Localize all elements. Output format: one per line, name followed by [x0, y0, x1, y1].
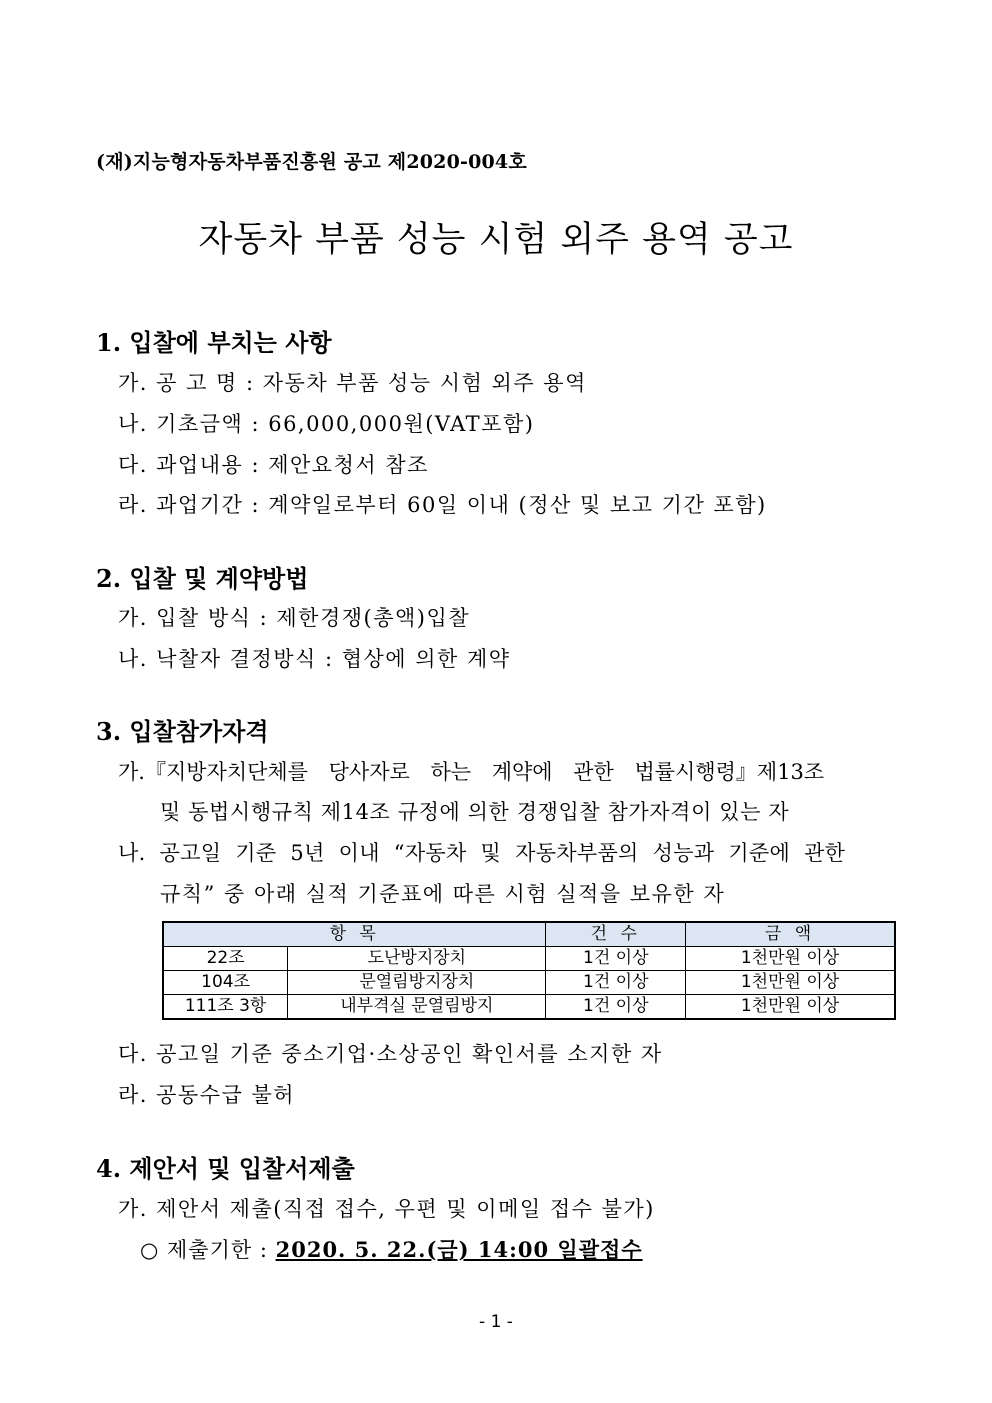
table-row [163, 995, 895, 1020]
cell-count: 1건 이상 [546, 947, 686, 971]
section-3-item-da: 다. 공고일 기준 중소기업·소상공인 확인서를 소지한 자 [118, 1042, 663, 1066]
section-2-heading: 2. 입찰 및 계약방법 [96, 564, 309, 593]
cell-article: 111조 3항 [163, 995, 288, 1020]
page-number: - 1 - [479, 1312, 513, 1332]
section-1-item-ga: 가. 공 고 명 : 자동차 부품 성능 시험 외주 용역 [118, 371, 587, 395]
deadline-line [140, 1234, 643, 1264]
section-4-heading: 4. 제안서 및 입찰서제출 [96, 1154, 355, 1183]
section-1-item-da: 다. 과업내용 : 제안요청서 참조 [118, 453, 429, 477]
notice-reference: (재)지능형자동차부품진흥원 공고 제2020-004호 [96, 151, 527, 173]
cell-amount: 1천만원 이상 [686, 947, 895, 971]
header-item: 항 목 [163, 922, 546, 947]
performance-criteria-table [162, 921, 896, 1020]
table-row [163, 971, 895, 995]
deadline-value: 2020. 5. 22.(금) 14:00 일괄접수 [275, 1237, 643, 1262]
header-amount: 금 액 [686, 922, 895, 947]
section-4-item-ga: 가. 제안서 제출(직접 접수, 우편 및 이메일 접수 불가) [118, 1197, 655, 1221]
table-row [163, 947, 895, 971]
section-2-item-ga: 가. 입찰 방식 : 제한경쟁(총액)입찰 [118, 606, 471, 630]
section-1-item-ra: 라. 과업기간 : 계약일로부터 60일 이내 (정산 및 보고 기간 포함) [118, 493, 767, 517]
page-title: 자동차 부품 성능 시험 외주 용역 공고 [198, 220, 794, 260]
section-2-item-na: 나. 낙찰자 결정방식 : 협상에 의한 계약 [118, 647, 511, 671]
bullet-circle-icon: ○ [140, 1238, 160, 1262]
section-3-item-ga-line1: 가.『지방자치단체를 당사자로 하는 계약에 관한 법률시행령』제13조 [118, 760, 825, 784]
section-1-heading: 1. 입찰에 부치는 사항 [96, 328, 332, 357]
deadline-label: 제출기한 : [167, 1238, 268, 1262]
header-count: 건 수 [546, 922, 686, 947]
section-3-item-na-line1: 나. 공고일 기준 5년 이내 “자동차 및 자동차부품의 성능과 기준에 관한 [118, 841, 846, 865]
table-header-row [163, 922, 895, 947]
section-3-item-ra: 라. 공동수급 불허 [118, 1083, 296, 1107]
cell-device: 도난방지장치 [288, 947, 546, 971]
section-3-item-ga-line2: 및 동법시행규칙 제14조 규정에 의한 경쟁입찰 참가자격이 있는 자 [160, 800, 790, 824]
cell-count: 1건 이상 [546, 995, 686, 1020]
cell-amount: 1천만원 이상 [686, 971, 895, 995]
cell-article: 22조 [163, 947, 288, 971]
section-3-item-na-line2: 규칙” 중 아래 실적 기준표에 따른 시험 실적을 보유한 자 [160, 882, 726, 906]
cell-count: 1건 이상 [546, 971, 686, 995]
cell-device: 내부격실 문열림방지 [288, 995, 546, 1020]
cell-device: 문열림방지장치 [288, 971, 546, 995]
section-3-heading: 3. 입찰참가자격 [96, 717, 269, 746]
cell-amount: 1천만원 이상 [686, 995, 895, 1020]
cell-article: 104조 [163, 971, 288, 995]
section-1-item-na: 나. 기초금액 : 66,000,000원(VAT포함) [118, 412, 535, 436]
